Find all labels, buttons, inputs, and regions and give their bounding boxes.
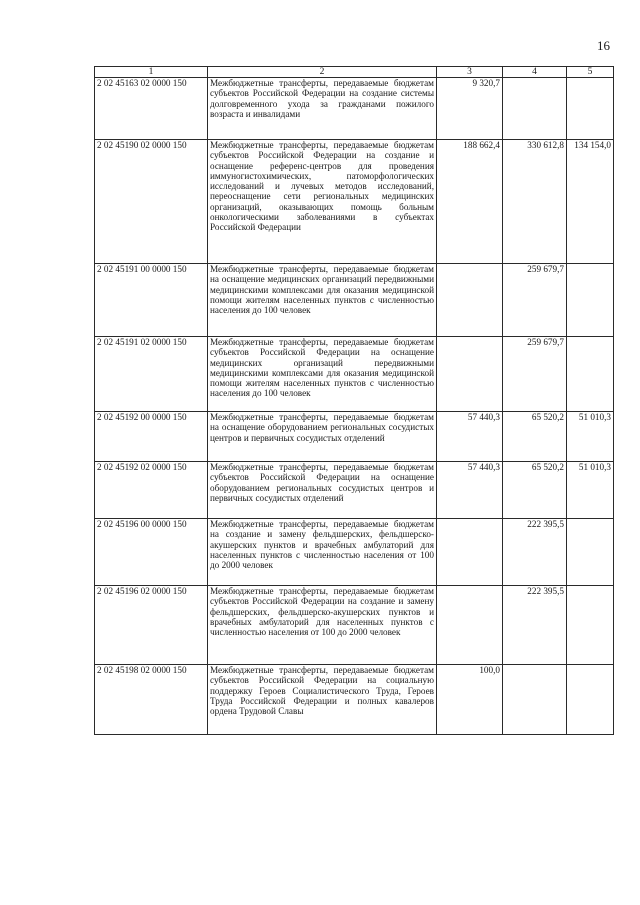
row-value-col3 [437, 264, 503, 337]
row-value-col5 [567, 586, 614, 665]
row-value-col5 [567, 337, 614, 412]
row-description: Межбюджетные трансферты, передаваемые бюджетам субъектов Российской Федерации на создание и оснащение референс-центров для проведения иммуногистохимических, патоморфологических исследований и лучевых методов исследований, переоснащение сети региональных медицинских организаций, оказывающих помощь больным онкологическими заболеваниями в субъектах Российской Федерации [208, 140, 437, 264]
table-row [95, 412, 614, 462]
row-value-col3: 57 440,3 [437, 462, 503, 519]
row-value-col4: 222 395,5 [503, 586, 567, 665]
row-value-col4: 259 679,7 [503, 264, 567, 337]
row-value-col4: 65 520,2 [503, 412, 567, 462]
row-value-col3 [437, 337, 503, 412]
row-value-col4: 259 679,7 [503, 337, 567, 412]
row-value-col3: 100,0 [437, 665, 503, 735]
row-value-col5 [567, 78, 614, 140]
header-col-2: 2 [208, 67, 437, 78]
row-value-col4: 65 520,2 [503, 462, 567, 519]
table-row [95, 78, 614, 140]
table-row [95, 337, 614, 412]
row-description: Межбюджетные трансферты, передаваемые бюджетам субъектов Российской Федерации на создание и замену фельдшерских, фельдшерско-акушерских пунктов и врачебных амбулаторий для населенных пунктов с численностью населения от 100 до 2000 человек [208, 586, 437, 665]
row-code: 2 02 45192 00 0000 150 [95, 412, 208, 462]
row-description: Межбюджетные трансферты, передаваемые бюджетам субъектов Российской Федерации на оснащение оборудованием региональных сосудистых центров и первичных сосудистых отделений [208, 462, 437, 519]
row-value-col3: 9 320,7 [437, 78, 503, 140]
row-code: 2 02 45191 02 0000 150 [95, 337, 208, 412]
row-value-col3 [437, 586, 503, 665]
row-value-col4 [503, 665, 567, 735]
row-code: 2 02 45163 02 0000 150 [95, 78, 208, 140]
row-value-col5 [567, 665, 614, 735]
row-description: Межбюджетные трансферты, передаваемые бюджетам на оснащение медицинских организаций передвижными медицинскими комплексами для оказания медицинской помощи жителям населенных пунктов с численностью населения до 100 человек [208, 264, 437, 337]
header-col-3: 3 [437, 67, 503, 78]
header-col-1: 1 [95, 67, 208, 78]
row-value-col4: 330 612,8 [503, 140, 567, 264]
table-row [95, 264, 614, 337]
row-value-col3: 188 662,4 [437, 140, 503, 264]
row-value-col5: 134 154,0 [567, 140, 614, 264]
page-number: 16 [597, 38, 610, 53]
row-code: 2 02 45196 00 0000 150 [95, 519, 208, 586]
row-code: 2 02 45192 02 0000 150 [95, 462, 208, 519]
row-code: 2 02 45190 02 0000 150 [95, 140, 208, 264]
row-description: Межбюджетные трансферты, передаваемые бюджетам субъектов Российской Федерации на социальную поддержку Героев Социалистического Труда, Героев Труда Российской Федерации и полных кавалеров ордена Трудовой Славы [208, 665, 437, 735]
table-header-row [95, 67, 614, 78]
row-description: Межбюджетные трансферты, передаваемые бюджетам субъектов Российской Федерации на оснащение медицинских организаций передвижными медицинскими комплексами для оказания медицинской помощи жителям населенных пунктов с численностью населения до 100 человек [208, 337, 437, 412]
budget-table [94, 66, 614, 735]
row-description: Межбюджетные трансферты, передаваемые бюджетам на создание и замену фельдшерских, фельдшерско-акушерских пунктов и врачебных амбулаторий для населенных пунктов с численностью населения от 100 до 2000 человек [208, 519, 437, 586]
table-row [95, 140, 614, 264]
header-col-4: 4 [503, 67, 567, 78]
table-row [95, 462, 614, 519]
row-value-col4: 222 395,5 [503, 519, 567, 586]
row-value-col3 [437, 519, 503, 586]
row-code: 2 02 45191 00 0000 150 [95, 264, 208, 337]
header-col-5: 5 [567, 67, 614, 78]
row-value-col5: 51 010,3 [567, 462, 614, 519]
row-description: Межбюджетные трансферты, передаваемые бюджетам на оснащение оборудованием региональных сосудистых центров и первичных сосудистых отделений [208, 412, 437, 462]
table-row [95, 519, 614, 586]
row-value-col5 [567, 264, 614, 337]
row-value-col3: 57 440,3 [437, 412, 503, 462]
row-description: Межбюджетные трансферты, передаваемые бюджетам субъектов Российской Федерации на создание системы долговременного ухода за гражданами пожилого возраста и инвалидами [208, 78, 437, 140]
row-value-col5 [567, 519, 614, 586]
table-row [95, 586, 614, 665]
row-value-col4 [503, 78, 567, 140]
row-value-col5: 51 010,3 [567, 412, 614, 462]
table-row [95, 665, 614, 735]
row-code: 2 02 45198 02 0000 150 [95, 665, 208, 735]
row-code: 2 02 45196 02 0000 150 [95, 586, 208, 665]
